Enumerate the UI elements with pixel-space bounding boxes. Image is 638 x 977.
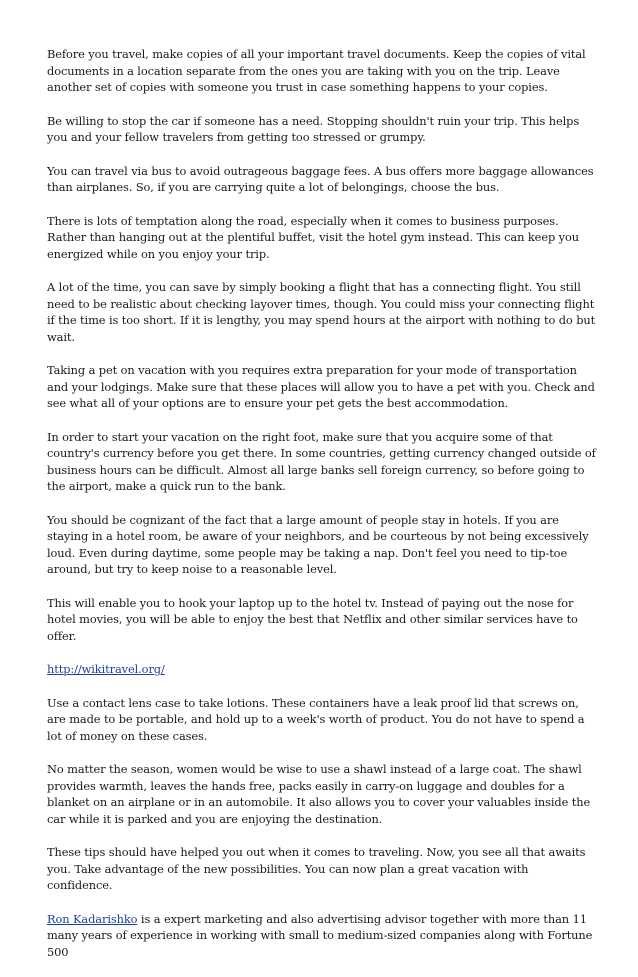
paragraph-laptop-tv: This will enable you to hook your laptop up to the hotel tv. Instead of paying out the nose for hotel movies, you will be able to enjoy the best that Netflix and other similar services have to offer. (47, 595, 578, 643)
paragraph-stop-car: Be willing to stop the car if someone has a need. Stopping shouldn't ruin your trip. This helps you and your fellow travelers from getting too stressed or grumpy. (47, 113, 580, 144)
paragraph-connecting-flight: A lot of the time, you can save by simply booking a flight that has a connecting flight. You still need to be realistic about checking layover times, though. You could miss your connecting flight if the time is too short. If it is lengthy, you may spend hours at the airport with nothing to do but wait. (47, 280, 596, 344)
paragraph-hotel-noise: You should be cognizant of the fact that a large amount of people stay in hotels. If you are staying in a hotel room, be aware of your neighbors, and be courteous by not being excessively loud. Even during daytime, some people may be taking a nap. Don't feel you need to tip-toe around, but try to keep noise to a reasonable level. (47, 512, 589, 576)
paragraph-bus-travel: You can travel via bus to avoid outrageous baggage fees. A bus offers more baggage allowances than airplanes. So, if you are carrying quite a lot of belongings, choose the bus. (47, 163, 594, 194)
link-paragraph (47, 661, 597, 678)
document-body (47, 46, 597, 977)
author-name-link[interactable]: Ron Kadarishko (47, 911, 138, 926)
paragraph-temptation: There is lots of temptation along the road, especially when it comes to business purposes. Rather than hanging out at the plentiful buffet, visit the hotel gym instead. This can keep you energized while on you enjoy your trip. (47, 213, 580, 261)
paragraph-currency: In order to start your vacation on the right foot, make sure that you acquire some of that country's currency before you get there. In some countries, getting currency changed outside of business hours can be difficult. Almost all large banks sell foreign currency, so before going to the airport, make a quick run to the bank. (47, 429, 596, 493)
paragraph-contact-lens-case: Use a contact lens case to take lotions. These containers have a leak proof lid that screws on, are made to be portable, and hold up to a week's worth of product. You do not have to spend a lot of money on these cases. (47, 695, 585, 743)
paragraph-shawl: No matter the season, women would be wise to use a shawl instead of a large coat. The shawl provides warmth, leaves the hands free, packs easily in carry-on luggage and doubles for a blanket on an airplane or in an automobile. It also allows you to cover your valuables inside the car while it is parked and you are enjoying the destination. (47, 762, 591, 826)
author-bio-paragraph (47, 911, 597, 961)
paragraph-pet-vacation: Taking a pet on vacation with you requires extra preparation for your mode of transportation and your lodgings. Make sure that these places will allow you to have a pet with you. Check and see what all of your options are to ensure your pet gets the best accommodation. (47, 363, 595, 410)
author-bio-text: is a expert marketing and also advertising advisor together with more than 11 many years of experience in working with small to medium-sized companies along with Fortune 500 (47, 911, 593, 959)
paragraph-conclusion: These tips should have helped you out when it comes to traveling. Now, you see all that awaits you. Take advantage of the new possibilities. You can now plan a great vacation with confidence. (47, 845, 586, 892)
wikitravel-link[interactable]: http://wikitravel.org/ (47, 662, 165, 676)
paragraph-travel-documents: Before you travel, make copies of all your important travel documents. Keep the copies of vital documents in a location separate from the ones you are taking with you on the trip. Leave another set of copies with someone you trust in case something happens to your copies. (47, 47, 586, 94)
